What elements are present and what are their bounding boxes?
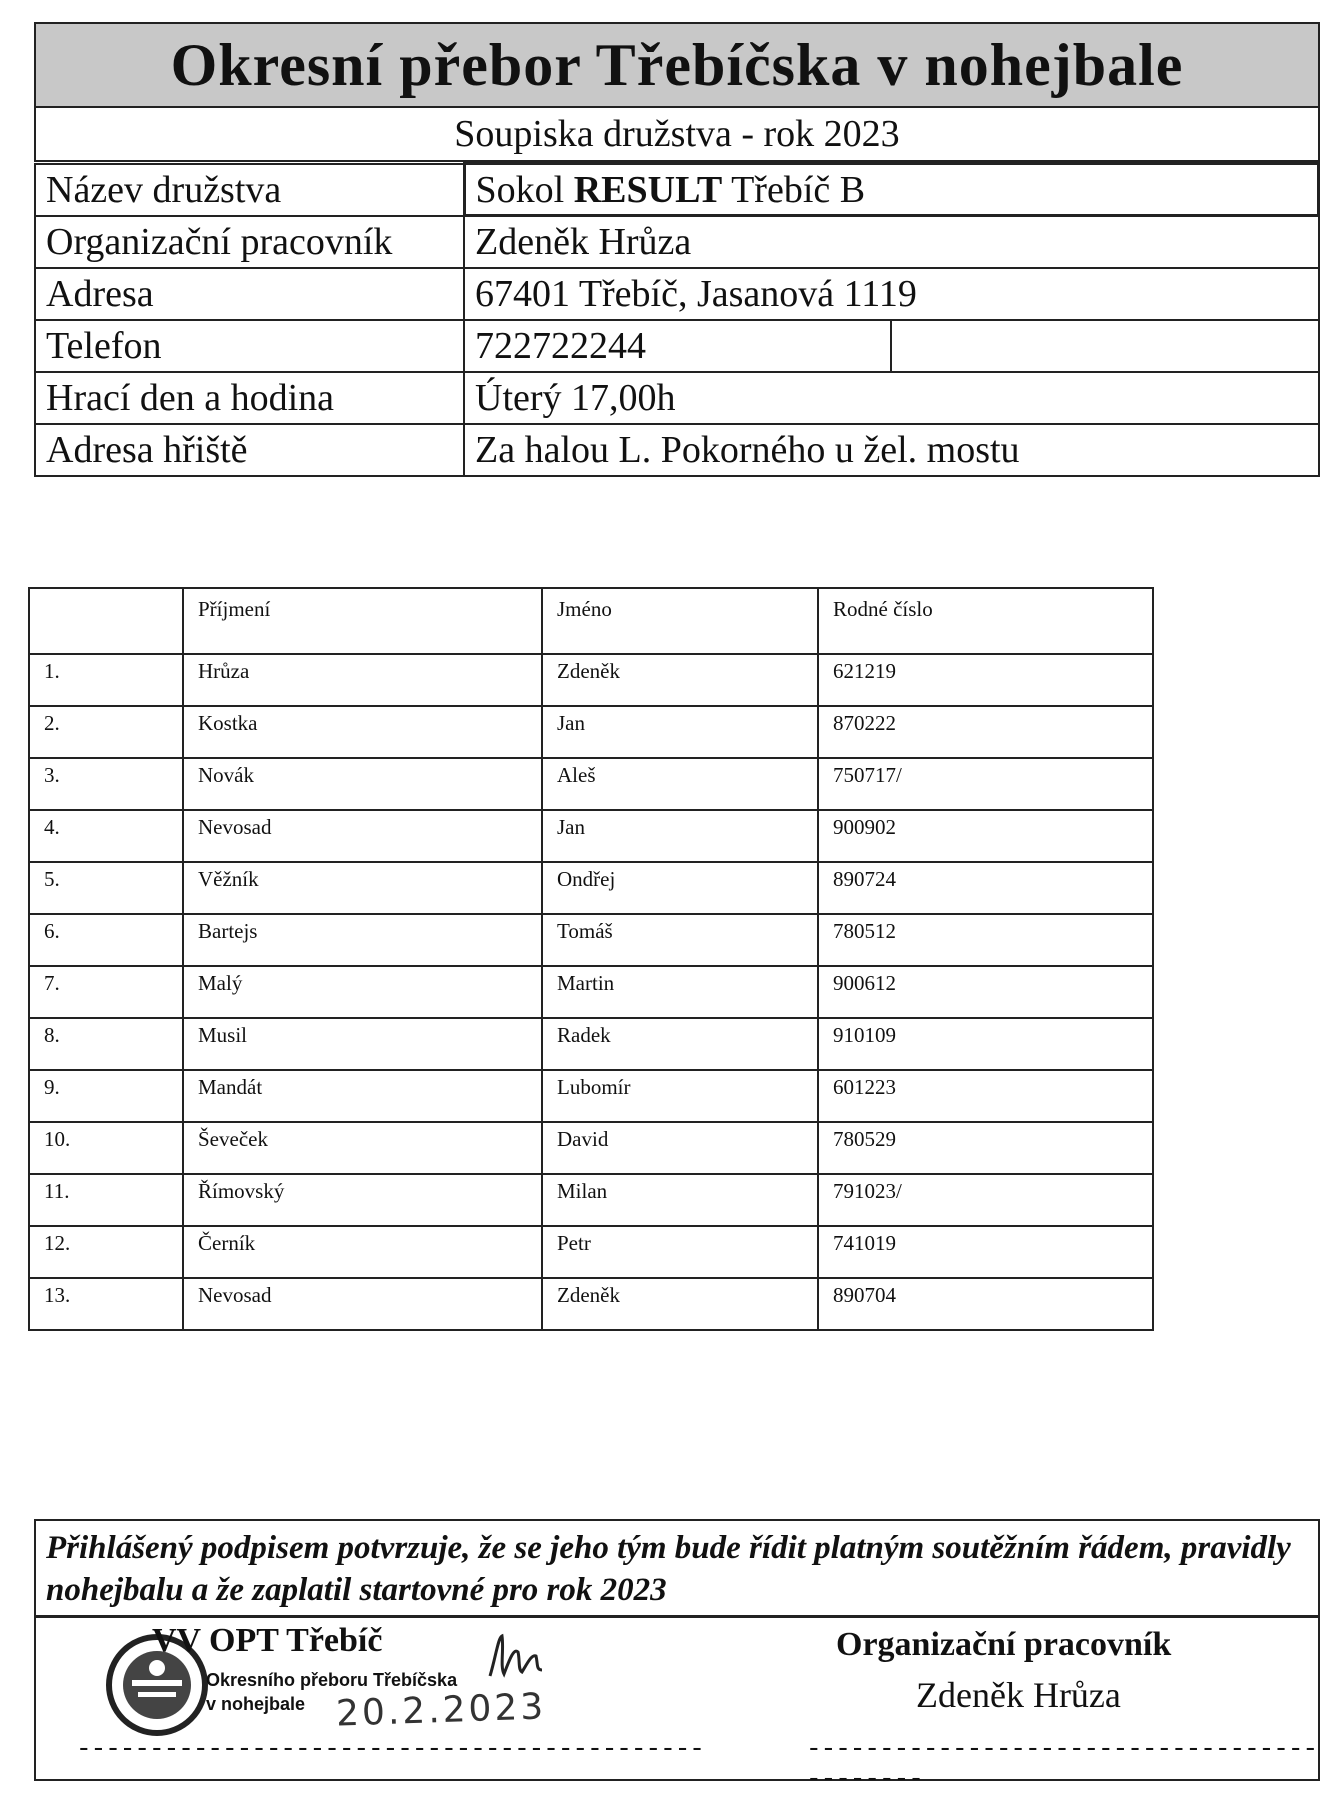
roster-cell-first-name: Milan [542, 1174, 818, 1226]
roster-cell-birth-number: 780512 [818, 914, 1153, 966]
stamp-text-line1: Okresního přeboru Třebíčska [206, 1670, 458, 1690]
address-value: 67401 Třebíč, Jasanová 1119 [464, 268, 1319, 320]
roster-cell-row-number: 7. [29, 966, 183, 1018]
column-header-surname: Příjmení [183, 588, 542, 654]
info-row-playday [35, 372, 1319, 424]
page-title: Okresní přebor Třebíčska v nohejbale [34, 22, 1320, 108]
roster-table [28, 587, 1154, 1331]
phone-label: Telefon [35, 320, 464, 372]
roster-cell-row-number: 8. [29, 1018, 183, 1070]
roster-row [29, 1018, 1153, 1070]
column-header-birth-number: Rodné číslo [818, 588, 1153, 654]
roster-row [29, 1122, 1153, 1174]
court-value: Za halou L. Pokorného u žel. mostu [464, 424, 1319, 476]
roster-row [29, 654, 1153, 706]
playday-value: Úterý 17,00h [464, 372, 1319, 424]
roster-cell-row-number: 13. [29, 1278, 183, 1330]
roster-cell-first-name: Martin [542, 966, 818, 1018]
roster-row [29, 1226, 1153, 1278]
roster-header-row [29, 588, 1153, 654]
footer [34, 1519, 1320, 1794]
organizer-label: Organizační pracovník [35, 216, 464, 268]
roster-cell-birth-number: 741019 [818, 1226, 1153, 1278]
roster-cell-surname: Kostka [183, 706, 542, 758]
phone-extra-cell [891, 320, 1318, 372]
roster-cell-first-name: David [542, 1122, 818, 1174]
roster-cell-birth-number: 890724 [818, 862, 1153, 914]
roster-row [29, 1278, 1153, 1330]
roster-cell-first-name: Tomáš [542, 914, 818, 966]
roster-body [29, 654, 1153, 1330]
roster-cell-row-number: 9. [29, 1070, 183, 1122]
team-name-value [464, 164, 1319, 216]
roster-cell-surname: Bartejs [183, 914, 542, 966]
roster-row [29, 914, 1153, 966]
roster-cell-first-name: Ondřej [542, 862, 818, 914]
declaration-text: Přihlášený podpisem potvrzuje, že se jeho tým bude řídit platným soutěžním řádem, pravidly nohejbalu a že zaplatil startovné pro rok 2023 [34, 1519, 1320, 1618]
stamp-signature-line: ------------------------------------------- [76, 1734, 704, 1764]
roster-cell-row-number: 12. [29, 1226, 183, 1278]
roster-cell-first-name: Zdeněk [542, 1278, 818, 1330]
roster-cell-row-number: 5. [29, 862, 183, 914]
roster-cell-surname: Mandát [183, 1070, 542, 1122]
page-subtitle: Soupiska družstva - rok 2023 [34, 108, 1320, 162]
info-row-address [35, 268, 1319, 320]
roster-cell-birth-number: 910109 [818, 1018, 1153, 1070]
column-header-firstname: Jméno [542, 588, 818, 654]
roster-row [29, 706, 1153, 758]
roster-cell-row-number: 6. [29, 914, 183, 966]
column-header-number [29, 588, 183, 654]
roster-cell-surname: Nevosad [183, 1278, 542, 1330]
organizer-signature-name: Zdeněk Hrůza [916, 1675, 1121, 1715]
info-row-phone [35, 320, 1319, 372]
roster-row [29, 966, 1153, 1018]
stamp-date: 20.2.2023 [335, 1686, 547, 1735]
court-label: Adresa hřiště [35, 424, 464, 476]
team-name-prefix: Sokol [475, 168, 574, 211]
roster-cell-first-name: Jan [542, 706, 818, 758]
playday-label: Hrací den a hodina [35, 372, 464, 424]
address-label: Adresa [35, 268, 464, 320]
roster-cell-row-number: 4. [29, 810, 183, 862]
roster-cell-first-name: Radek [542, 1018, 818, 1070]
roster-cell-first-name: Lubomír [542, 1070, 818, 1122]
signature-area [34, 1618, 1320, 1794]
team-name-suffix: Třebíč B [722, 168, 866, 211]
stamp-heading: VV OPT Třebíč [152, 1622, 383, 1659]
roster-cell-first-name: Zdeněk [542, 654, 818, 706]
roster-row [29, 758, 1153, 810]
roster-cell-row-number: 3. [29, 758, 183, 810]
info-row-organizer [35, 216, 1319, 268]
roster-cell-first-name: Aleš [542, 758, 818, 810]
roster-cell-surname: Malý [183, 966, 542, 1018]
info-row-team [35, 164, 1319, 216]
roster-row [29, 1174, 1153, 1226]
header-block [34, 22, 1320, 477]
roster-cell-surname: Novák [183, 758, 542, 810]
organizer-signature-line: ------------------------------------------- [806, 1734, 1318, 1794]
stamp-text-line2: v nohejbale [206, 1694, 306, 1714]
roster-cell-birth-number: 900612 [818, 966, 1153, 1018]
roster-cell-surname: Nevosad [183, 810, 542, 862]
phone-value: 722722244 [464, 320, 891, 372]
roster-cell-birth-number: 601223 [818, 1070, 1153, 1122]
team-name-label: Název družstva [35, 164, 464, 216]
roster-cell-birth-number: 780529 [818, 1122, 1153, 1174]
roster-cell-birth-number: 621219 [818, 654, 1153, 706]
roster-cell-surname: Musil [183, 1018, 542, 1070]
roster-cell-surname: Ševeček [183, 1122, 542, 1174]
roster-cell-birth-number: 750717/ [818, 758, 1153, 810]
roster-cell-surname: Černík [183, 1226, 542, 1278]
roster-cell-row-number: 10. [29, 1122, 183, 1174]
info-row-court [35, 424, 1319, 476]
roster-cell-birth-number: 870222 [818, 706, 1153, 758]
roster-row [29, 862, 1153, 914]
roster-cell-row-number: 2. [29, 706, 183, 758]
roster-cell-first-name: Jan [542, 810, 818, 862]
roster-cell-surname: Římovský [183, 1174, 542, 1226]
roster-cell-surname: Hrůza [183, 654, 542, 706]
roster-cell-first-name: Petr [542, 1226, 818, 1278]
roster-cell-birth-number: 890704 [818, 1278, 1153, 1330]
roster-cell-surname: Věžník [183, 862, 542, 914]
organizer-value: Zdeněk Hrůza [464, 216, 1319, 268]
team-info-table [34, 162, 1320, 477]
roster-cell-birth-number: 900902 [818, 810, 1153, 862]
roster-row [29, 1070, 1153, 1122]
organizer-signature-label: Organizační pracovník [836, 1626, 1172, 1663]
roster-cell-row-number: 1. [29, 654, 183, 706]
roster-row [29, 810, 1153, 862]
roster-cell-row-number: 11. [29, 1174, 183, 1226]
roster-cell-birth-number: 791023/ [818, 1174, 1153, 1226]
team-name-bold: RESULT [573, 168, 723, 211]
